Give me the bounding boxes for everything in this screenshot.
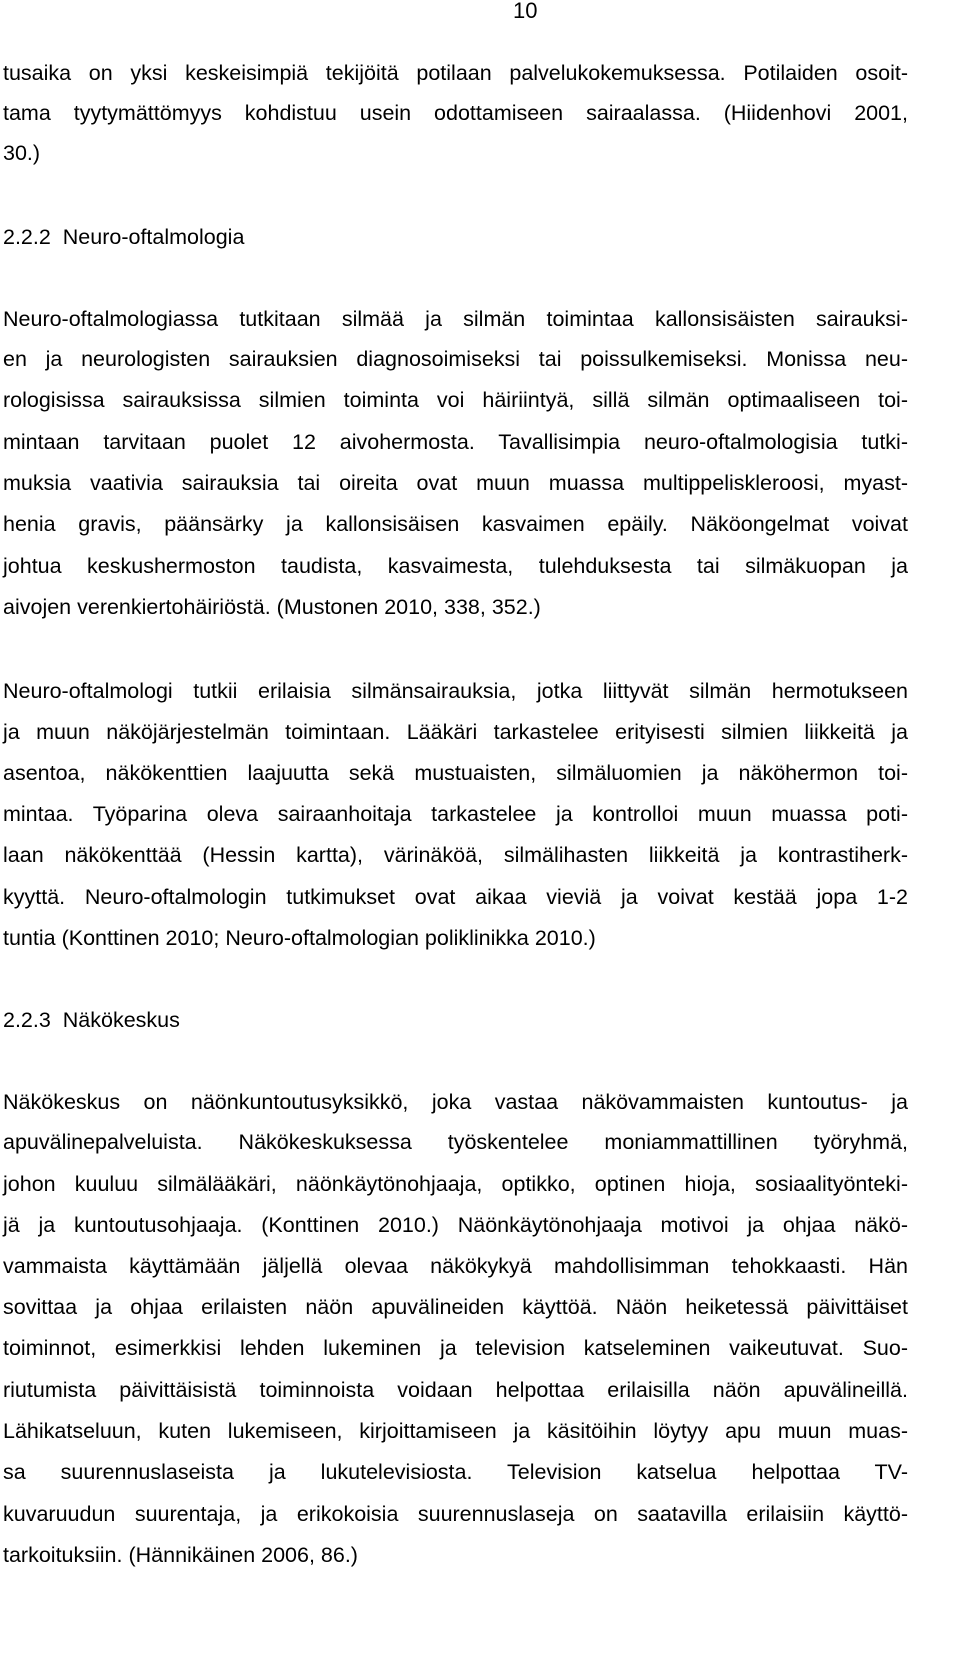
paragraph-line: henia gravis, päänsärky ja kallonsisäisen kasvaimen epäily. Näköongelmat voivat — [3, 512, 908, 536]
paragraph-line: aivojen verenkiertohäiriöstä. (Mustonen 2010, 338, 352.) — [3, 595, 541, 619]
paragraph-line: Lähikatseluun, kuten lukemiseen, kirjoittamiseen ja käsitöihin löytyy apu muun muas- — [3, 1419, 908, 1443]
paragraph-line: Neuro-oftalmologiassa tutkitaan silmää ja silmän toimintaa kallonsisäisten sairauksi- — [3, 307, 908, 331]
paragraph-line: rologisissa sairauksissa silmien toiminta voi häiriintyä, sillä silmän optimaaliseen toi- — [3, 388, 908, 412]
paragraph-line: Näkökeskus on näönkuntoutusyksikkö, joka vastaa näkövammaisten kuntoutus- ja — [3, 1090, 908, 1114]
paragraph-line: ja muun näköjärjestelmän toimintaan. Lääkäri tarkastelee erityisesti silmien liikkeitä ja — [3, 720, 908, 744]
paragraph-line: johtua keskushermoston taudista, kasvaimesta, tulehduksesta tai silmäkuopan ja — [3, 554, 908, 578]
paragraph-line: riutumista päivittäisistä toiminnoista voidaan helpottaa erilaisilla näön apuvälineillä. — [3, 1378, 908, 1402]
page-number: 10 — [513, 0, 538, 23]
paragraph-line: johon kuuluu silmälääkäri, näönkäytönohjaaja, optikko, optinen hioja, sosiaalityönteki- — [3, 1172, 908, 1196]
paragraph-line: apuvälinepalveluista. Näkökeskuksessa työskentelee moniammattillinen työryhmä, — [3, 1130, 908, 1154]
paragraph-line: 30.) — [3, 141, 41, 165]
paragraph-line: sovittaa ja ohjaa erilaisten näön apuvälineiden käyttöä. Näön heiketessä päivittäiset — [3, 1295, 908, 1319]
paragraph-line: tuntia (Konttinen 2010; Neuro-oftalmologian poliklinikka 2010.) — [3, 926, 596, 950]
paragraph-line: kyyttä. Neuro-oftalmologin tutkimukset ovat aikaa vieviä ja voivat kestää jopa 1-2 — [3, 885, 908, 909]
paragraph-line: kuvaruudun suurentaja, ja erikokoisia suurennuslaseja on saatavilla erilaisiin käyttö- — [3, 1502, 908, 1526]
paragraph-line: mintaan tarvitaan puolet 12 aivohermosta. Tavallisimpia neuro-oftalmologisia tutki- — [3, 430, 908, 454]
paragraph-line: muksia vaativia sairauksia tai oireita ovat muun muassa multippeliskleroosi, myast- — [3, 471, 908, 495]
paragraph-line: mintaa. Työparina oleva sairaanhoitaja tarkastelee ja kontrolloi muun muassa poti- — [3, 802, 908, 826]
section-heading: 2.2.2 Neuro-oftalmologia — [3, 225, 245, 249]
paragraph-line: jä ja kuntoutusohjaaja. (Konttinen 2010.) Näönkäytönohjaaja motivoi ja ohjaa näkö- — [3, 1213, 908, 1237]
paragraph-line: tarkoituksiin. (Hännikäinen 2006, 86.) — [3, 1543, 358, 1567]
paragraph-line: sa suurennuslaseista ja lukutelevisiosta. Television katselua helpottaa TV- — [3, 1460, 908, 1484]
paragraph-line: laan näkökenttää (Hessin kartta), värinäköä, silmälihasten liikkeitä ja kontrastiherk- — [3, 843, 908, 867]
paragraph-line: Neuro-oftalmologi tutkii erilaisia silmänsairauksia, jotka liittyvät silmän hermotukseen — [3, 679, 908, 703]
paragraph-line: vammaista käyttämään jäljellä olevaa näkökykyä mahdollisimman tehokkaasti. Hän — [3, 1254, 908, 1278]
paragraph-line: tusaika on yksi keskeisimpiä tekijöitä potilaan palvelukokemuksessa. Potilaiden osoit- — [3, 61, 908, 85]
paragraph-line: toiminnot, esimerkkisi lehden lukeminen ja television katseleminen vaikeutuvat. Suo- — [3, 1336, 908, 1360]
section-heading: 2.2.3 Näkökeskus — [3, 1008, 180, 1032]
paragraph-line: tama tyytymättömyys kohdistuu usein odottamiseen sairaalassa. (Hiidenhovi 2001, — [3, 101, 908, 125]
paragraph-line: asentoa, näkökenttien laajuutta sekä mustuaisten, silmäluomien ja näköhermon toi- — [3, 761, 908, 785]
paragraph-line: en ja neurologisten sairauksien diagnosoimiseksi tai poissulkemiseksi. Monissa neu- — [3, 347, 908, 371]
